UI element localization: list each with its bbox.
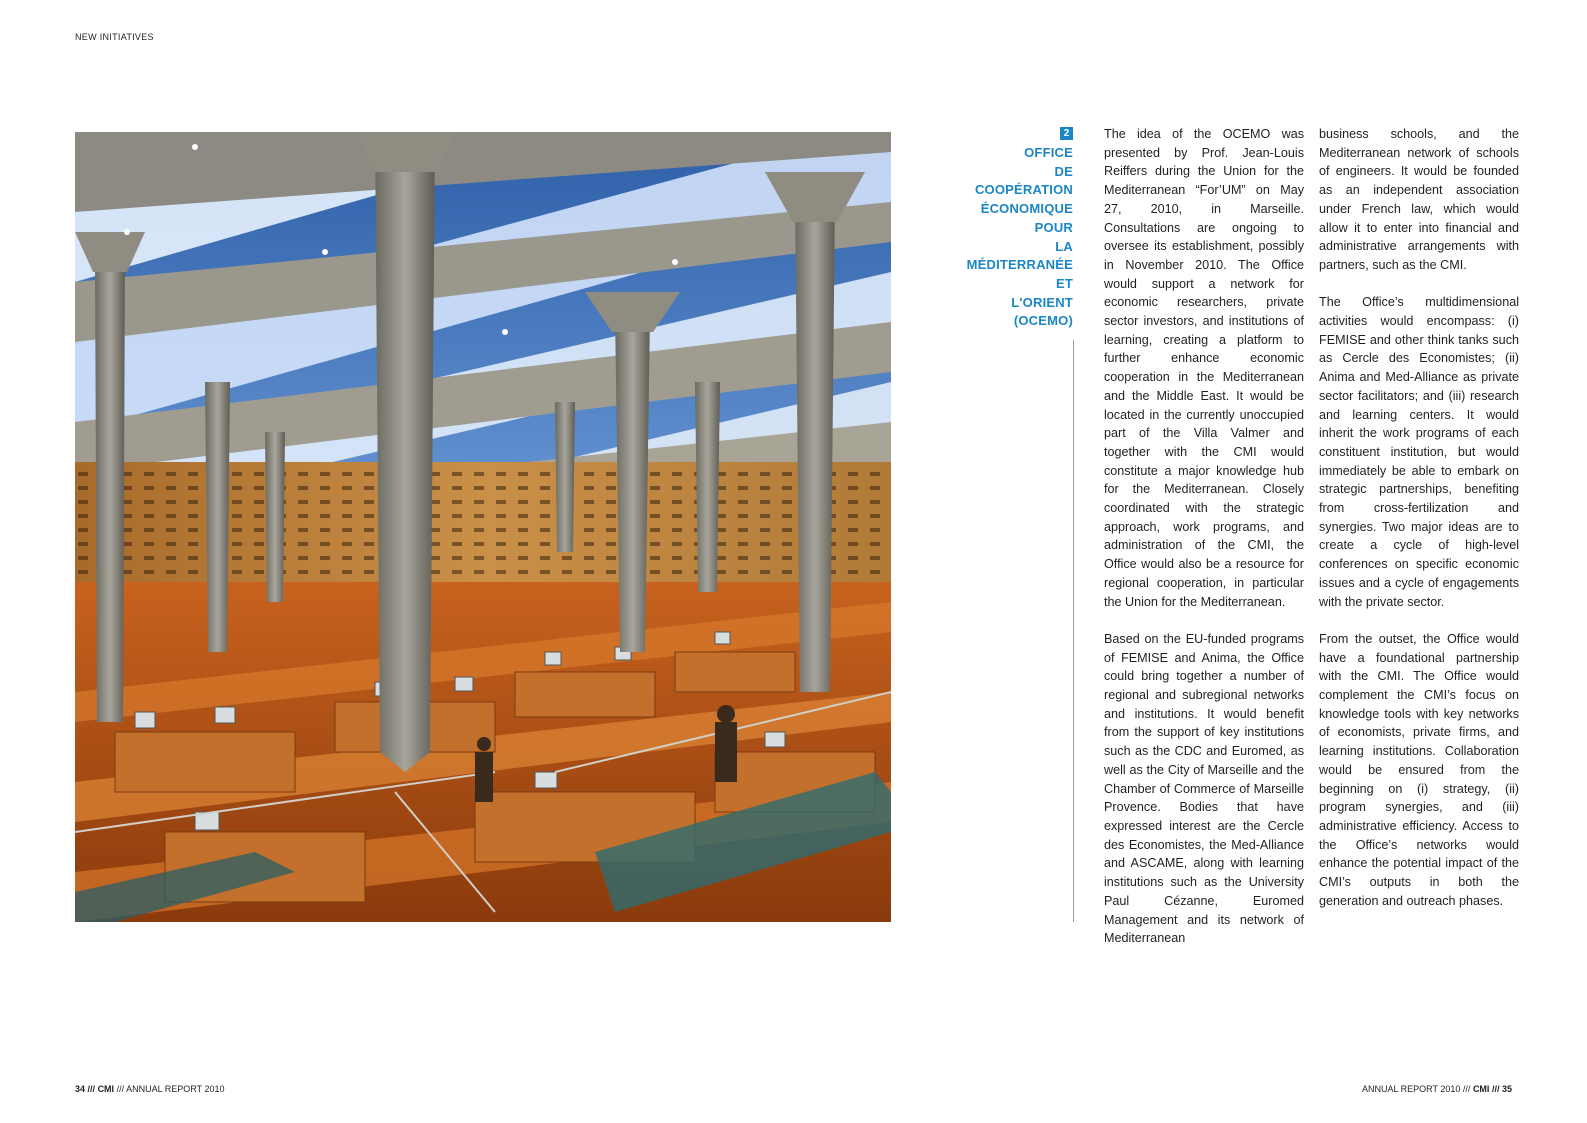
section-title-line: LA <box>1055 238 1073 254</box>
section-title-line: OFFICE <box>1024 145 1073 160</box>
body-paragraph: The Office’s multidimensional activities would encompass: (i) FEMISE and other think tanks such as Cercle des Economistes; (ii) Anima and Med-Alliance as private sector facilitators; and (iii) research and learning centers. It would inherit the work programs of each constituent institution, but would immediately be able to embark on strategic partnerships, benefiting from cross-fertilization and synergies. Two major ideas are to create a cycle of high-level conferences on specific economic issues and a cycle of engagements with the private sector. <box>1319 295 1519 609</box>
section-title <box>900 144 1073 331</box>
body-column-1 <box>1104 125 1304 967</box>
section-title-line: DE <box>1054 163 1073 179</box>
footer-right <box>1362 1084 1512 1094</box>
section-title-line: (OCEMO) <box>1013 313 1073 329</box>
body-paragraph: From the outset, the Office would have a foundational partnership with the CMI. The Office would complement the CMI’s focus on knowledge tools with key networks of economists, private firms, and learning institutions. Collaboration would be ensured from the beginning on (i) strategy, (ii) program synergies, and (iii) administrative efficiency. Access to the Office’s networks would enhance the potential impact of the CMI’s outputs in both the generation and outreach phases. <box>1319 631 1519 908</box>
section-title-line: ÉCONOMIQUE <box>980 201 1073 217</box>
vertical-divider <box>1073 340 1074 922</box>
section-title-line: MÉDITERRANÉE <box>966 257 1073 273</box>
section-title-line: COOPÉRATION <box>974 182 1073 198</box>
page-number: 35 <box>1501 1084 1512 1094</box>
body-paragraph: The idea of the OCEMO was presented by Prof. Jean-Louis Reiffers during the Union for the Mediterranean “For’UM” on May 27, 2010, in Marseille. Consultations are ongoing to oversee its establishment, possibly in November 2010. The Office would support a network for economic researchers, private sector investors, and institutions of learning, creating a platform to further enhance economic cooperation in the Mediterranean and the Middle East. It would be located in the currently unoccupied part of the Villa Valmer and together with the CMI would constitute a major knowledge hub for the Mediterranean. Closely coordinated with the strategic approach, work programs, and administration of the CMI, the Office would also be a resource for regional cooperation, in particular the Union for the Mediterranean. <box>1104 127 1304 609</box>
footer-org: CMI <box>97 1084 115 1094</box>
library-interior-photo <box>75 132 891 922</box>
page-number: 34 <box>75 1084 86 1094</box>
body-column-2 <box>1319 125 1519 929</box>
body-paragraph: business schools, and the Mediterranean network of schools of engineers. It would be founded as an independent association under French law, which would allow it to enter into financial and administrative arrangements with partners, such as the CMI. <box>1319 127 1519 272</box>
section-title-line: POUR <box>1034 219 1073 235</box>
section-title-line: L'ORIENT <box>1011 294 1073 310</box>
footer-separator: /// <box>87 1084 96 1094</box>
section-title-line: ET <box>1055 275 1073 291</box>
footer-separator: /// <box>1491 1084 1500 1094</box>
body-paragraph: Based on the EU-funded programs of FEMISE and Anima, the Office could bring together a number of regional and subregional networks and institutions. It would benefit from the support of key institutions such as the CDC and Euromed, as well as the City of Marseille and the Chamber of Commerce of Marseille Provence. Bodies that have expressed interest are the Cercle des Economistes, the Med-Alliance and ASCAME, along with learning institutions such as the University Paul Cézanne, Euromed Management and its network of Mediterranean <box>1104 631 1304 946</box>
footer-left <box>75 1084 225 1094</box>
running-head: NEW INITIATIVES <box>75 32 154 42</box>
footer-separator: /// <box>116 1084 125 1094</box>
footer-org: CMI <box>1472 1084 1490 1094</box>
footer-report-title: ANNUAL REPORT 2010 <box>126 1084 225 1094</box>
footer-report-title: ANNUAL REPORT 2010 <box>1362 1084 1461 1094</box>
footer-separator: /// <box>1462 1084 1471 1094</box>
section-number-badge: 2 <box>1060 127 1073 140</box>
